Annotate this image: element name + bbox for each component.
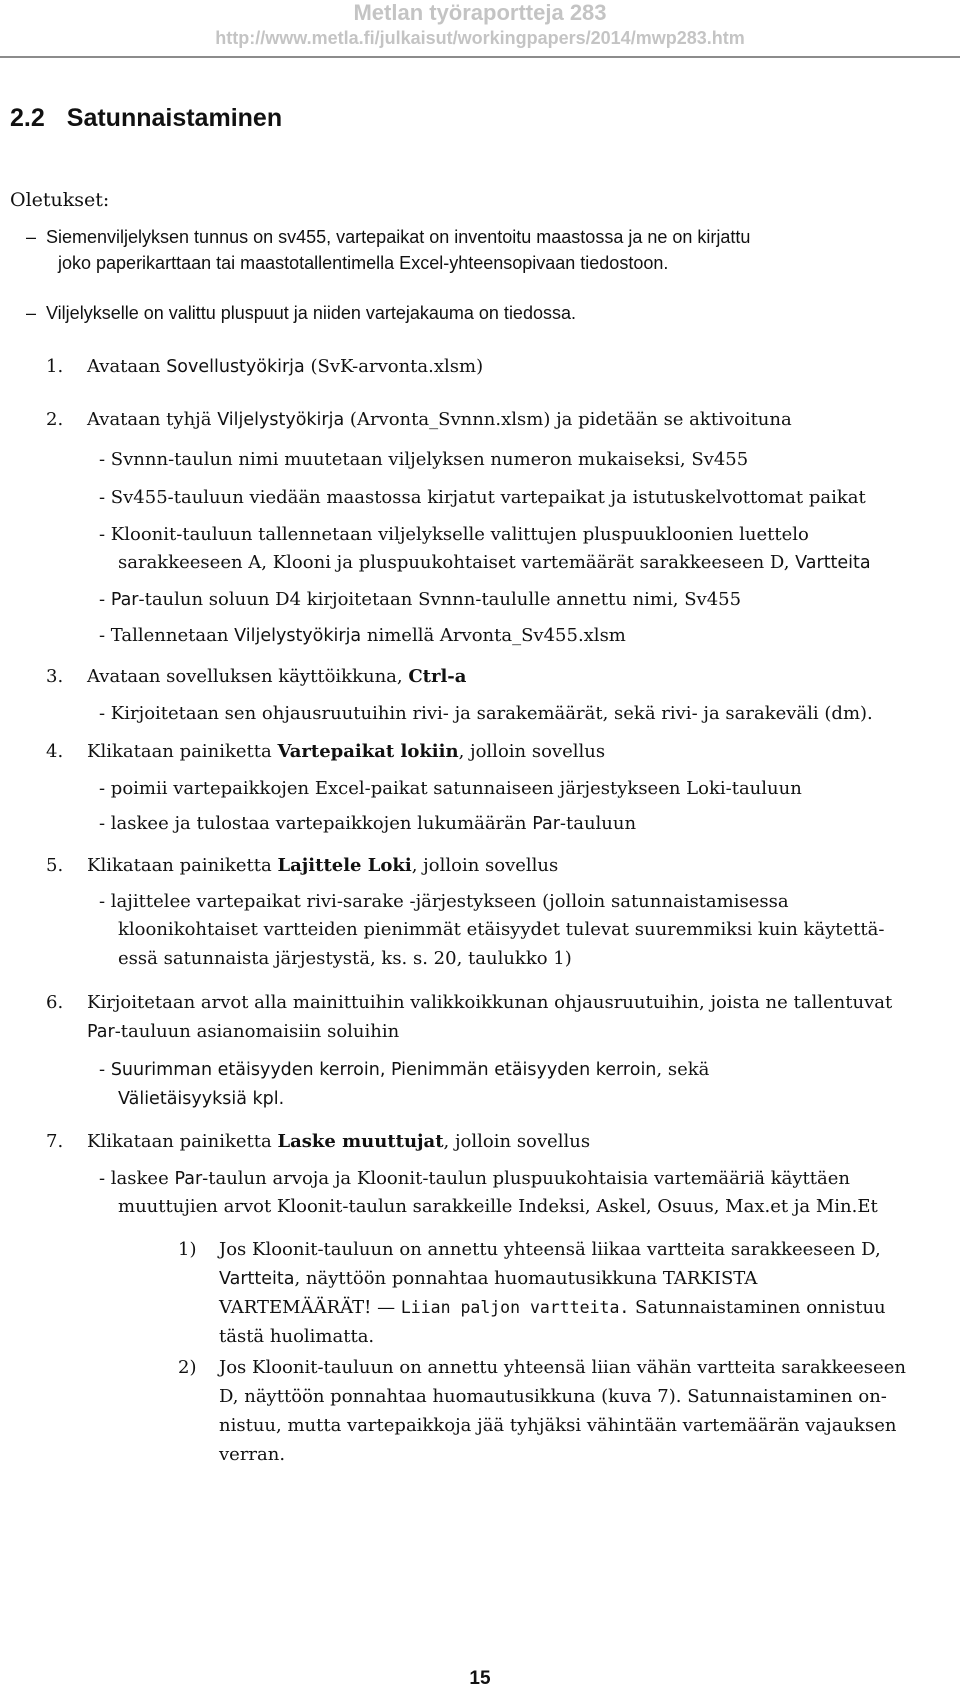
- step-2-sub-3-line-2: sarakkeeseen A, Klooni ja pluspuukohtaiset vartemäärät sarakkeeseen D, Vartteita: [118, 552, 871, 573]
- note-1-line-4: tästä huolimatta.: [219, 1326, 375, 1347]
- step-2-text: Avataan tyhjä Viljelystyökirja (Arvonta_Svnnn.xlsm) ja pidetään se aktivoituna: [87, 409, 792, 430]
- step-4-sub-1: - poimii vartepaikkojen Excel-paikat satunnaiseen järjestykseen Loki-tauluun: [99, 778, 802, 799]
- step-5-number: 5.: [46, 855, 64, 876]
- step-5-sub-1-line-2: kloonikohtaiset vartteiden pienimmät etäisyydet tulevat suuremmiksi kuin käytettä-: [118, 919, 885, 940]
- step-3-number: 3.: [46, 666, 64, 687]
- step-6-sub-1-line-2: Välietäisyyksiä kpl.: [118, 1089, 285, 1109]
- step-6-number: 6.: [46, 992, 64, 1013]
- step-4-sub-2: - laskee ja tulostaa vartepaikkojen lukumäärän Par-tauluun: [99, 813, 637, 834]
- note-1-line-3: VARTEMÄÄRÄT! — Liian paljon vartteita. Satunnaistaminen onnistuu: [219, 1297, 886, 1318]
- step-3-text: Avataan sovelluksen käyttöikkuna, Ctrl-a: [87, 666, 467, 687]
- step-3-shortcut: Ctrl-a: [408, 666, 467, 687]
- note-2-line-2: D, näyttöön ponnahtaa huomautusikkuna (kuva 7). Satunnaistaminen on-: [219, 1386, 887, 1407]
- assumption-1-line-2: joko paperikarttaan tai maastotallentimella Excel-yhteensopivaan tiedostoon.: [58, 253, 669, 273]
- assumptions-label: Oletukset:: [10, 189, 110, 211]
- note-1-line-1: Jos Kloonit-tauluun on annettu yhteensä liikaa vartteita sarakkeeseen D,: [219, 1239, 881, 1260]
- step-2-ref: Viljelystyökirja: [217, 410, 345, 430]
- step-4-text: Klikataan painiketta Vartepaikat lokiin, jolloin sovellus: [87, 741, 606, 762]
- step-5-sub-1-line-1: - lajittelee vartepaikat rivi-sarake -järjestykseen (jolloin satunnaistamisessa: [99, 891, 789, 912]
- page-number: 15: [469, 1668, 491, 1689]
- step-7-sub-1-line-1: - laskee Par-taulun arvoja ja Kloonit-taulun pluspuukohtaisia vartemääriä käyttäen: [99, 1168, 850, 1189]
- header-divider: [0, 56, 960, 58]
- note-2-number: 2): [178, 1357, 197, 1378]
- step-7-sub-1-line-2: muuttujien arvot Kloonit-taulun sarakkeille Indeksi, Askel, Osuus, Max.et ja Min.Et: [118, 1196, 878, 1217]
- step-7-number: 7.: [46, 1131, 64, 1152]
- step-7-text: Klikataan painiketta Laske muuttujat, jolloin sovellus: [87, 1131, 591, 1152]
- section-heading: [10, 104, 282, 133]
- assumption-dash-2: –: [26, 303, 37, 323]
- running-header-title: Metlan työraportteja 283: [353, 0, 607, 25]
- note-2-line-1: Jos Kloonit-tauluun on annettu yhteensä liian vähän vartteita sarakkeeseen: [219, 1357, 906, 1378]
- running-header-url: http://www.metla.fi/julkaisut/workingpapers/2014/mwp283.htm: [215, 28, 745, 48]
- step-2-sub-5: - Tallennetaan Viljelystyökirja nimellä Arvonta_Sv455.xlsm: [99, 625, 626, 646]
- section-number: 2.2: [10, 104, 45, 132]
- step-5-sub-1-line-3: essä satunnaista järjestystä, ks. s. 20, taulukko 1): [118, 948, 572, 969]
- assumption-1-line-1: Siemenviljelyksen tunnus on sv455, vartepaikat on inventoitu maastossa ja ne on kirjattu: [46, 227, 751, 247]
- step-7-button-name: Laske muuttujat: [277, 1131, 444, 1152]
- step-5-button-name: Lajittele Loki: [277, 855, 412, 876]
- note-2-line-4: verran.: [219, 1444, 286, 1465]
- step-1-text: Avataan Sovellustyökirja (SvK-arvonta.xlsm): [87, 356, 484, 377]
- step-6-line-1: Kirjoitetaan arvot alla mainittuihin valikkoikkunan ohjausruutuihin, joista ne tallentuvat: [87, 992, 893, 1013]
- step-2-number: 2.: [46, 409, 64, 430]
- note-2-line-3: nistuu, mutta vartepaikkoja jää tyhjäksi vähintään vartemäärän vajauksen: [219, 1415, 897, 1436]
- step-1-number: 1.: [46, 356, 64, 377]
- step-2-sub-1: - Svnnn-taulun nimi muutetaan viljelyksen numeron mukaiseksi, Sv455: [99, 449, 749, 470]
- step-2-sub-4: - Par-taulun soluun D4 kirjoitetaan Svnnn-taululle annettu nimi, Sv455: [99, 589, 742, 610]
- note-1-number: 1): [178, 1239, 197, 1260]
- step-2-sub-3-line-1: - Kloonit-tauluun tallennetaan viljelykselle valittujen pluspuukloonien luettelo: [99, 524, 809, 545]
- assumption-dash-1: –: [26, 227, 37, 247]
- section-title: Satunnaistaminen: [66, 104, 283, 132]
- assumption-2-line-1: Viljelykselle on valittu pluspuut ja niiden vartejakauma on tiedossa.: [46, 303, 576, 323]
- step-4-number: 4.: [46, 741, 64, 762]
- step-2-sub-2: - Sv455-tauluun viedään maastossa kirjatut vartepaikat ja istutuskelvottomat paikat: [99, 487, 866, 508]
- step-4-button-name: Vartepaikat lokiin: [277, 741, 459, 762]
- note-1-line-2: Vartteita, näyttöön ponnahtaa huomautusikkuna TARKISTA: [219, 1268, 758, 1289]
- step-6-sub-1-line-1: - Suurimman etäisyyden kerroin, Pienimmän etäisyyden kerroin, sekä: [99, 1059, 710, 1080]
- step-6-line-2: Par-tauluun asianomaisiin soluihin: [87, 1021, 400, 1042]
- step-5-text: Klikataan painiketta Lajittele Loki, jolloin sovellus: [87, 855, 559, 876]
- step-3-sub-1: - Kirjoitetaan sen ohjausruutuihin rivi- ja sarakemäärät, sekä rivi- ja sarakeväli (dm).: [99, 703, 873, 724]
- step-1-ref: Sovellustyökirja: [166, 357, 305, 377]
